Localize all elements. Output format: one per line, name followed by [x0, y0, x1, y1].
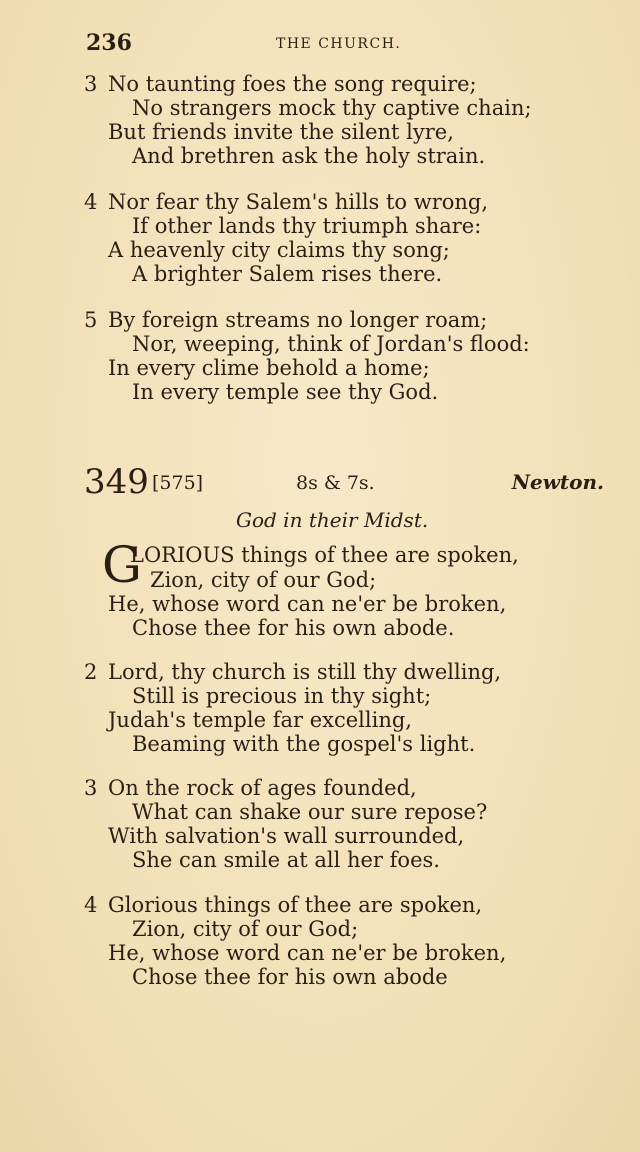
stanza — [84, 308, 624, 408]
hymn-tune: Newton. — [511, 470, 604, 494]
stanza — [84, 190, 624, 290]
stanza — [84, 893, 624, 993]
hymn-number: 349 — [84, 462, 149, 502]
verse-line: Nor fear thy Salem's hills to wrong, — [108, 190, 489, 214]
verse-line: No strangers mock thy captive chain; — [132, 96, 532, 120]
verse-line: But friends invite the silent lyre, — [108, 120, 454, 144]
verse-line: By foreign streams no longer roam; — [108, 308, 488, 332]
verse-line: LORIOUS things of thee are spoken, — [130, 543, 519, 567]
verse-line: And brethren ask the holy strain. — [132, 144, 486, 168]
verse-line: Judah's temple far excelling, — [108, 708, 412, 732]
verse-line: He, whose word can ne'er be broken, — [108, 941, 507, 965]
verse-line: Glorious things of thee are spoken, — [108, 893, 483, 917]
verse-line: He, whose word can ne'er be broken, — [108, 592, 507, 616]
drop-cap: G — [102, 536, 142, 594]
verse-line: Zion, city of our God; — [150, 568, 377, 592]
page-number: 236 — [86, 30, 132, 56]
verse-line: In every clime behold a home; — [108, 356, 430, 380]
running-head: THE CHURCH. — [276, 36, 402, 52]
verse-line: Still is precious in thy sight; — [132, 684, 432, 708]
stanza-number: 4 — [84, 893, 98, 917]
hymn-alt-number: [575] — [152, 472, 204, 494]
verse-line: What can shake our sure repose? — [132, 800, 488, 824]
stanza — [84, 72, 624, 172]
verse-line: Lord, thy church is still thy dwelling, — [108, 660, 502, 684]
verse-line: No taunting foes the song require; — [108, 72, 477, 96]
hymn-meter: 8s & 7s. — [296, 472, 375, 494]
stanza-number: 4 — [84, 190, 98, 214]
verse-line: If other lands thy triumph share: — [132, 214, 482, 238]
stanza — [84, 776, 624, 876]
verse-line: In every temple see thy God. — [132, 380, 439, 404]
stanza-number: 3 — [84, 72, 98, 96]
hymn-heading — [84, 462, 604, 502]
verse-line: Chose thee for his own abode — [132, 965, 448, 989]
verse-line: Beaming with the gospel's light. — [132, 732, 476, 756]
verse-line: A heavenly city claims thy song; — [108, 238, 450, 262]
verse-line: On the rock of ages founded, — [108, 776, 417, 800]
stanza-number: 3 — [84, 776, 98, 800]
verse-line: She can smile at all her foes. — [132, 848, 440, 872]
hymn-title: God in their Midst. — [236, 508, 429, 532]
verse-line: Nor, weeping, think of Jordan's flood: — [132, 332, 530, 356]
stanza — [84, 660, 624, 760]
verse-line: Chose thee for his own abode. — [132, 616, 455, 640]
stanza-number: 5 — [84, 308, 98, 332]
stanza-number: 2 — [84, 660, 98, 684]
page-header — [86, 30, 600, 60]
verse-line: With salvation's wall surrounded, — [108, 824, 465, 848]
verse-line: A brighter Salem rises there. — [132, 262, 443, 286]
verse-line: Zion, city of our God; — [132, 917, 359, 941]
